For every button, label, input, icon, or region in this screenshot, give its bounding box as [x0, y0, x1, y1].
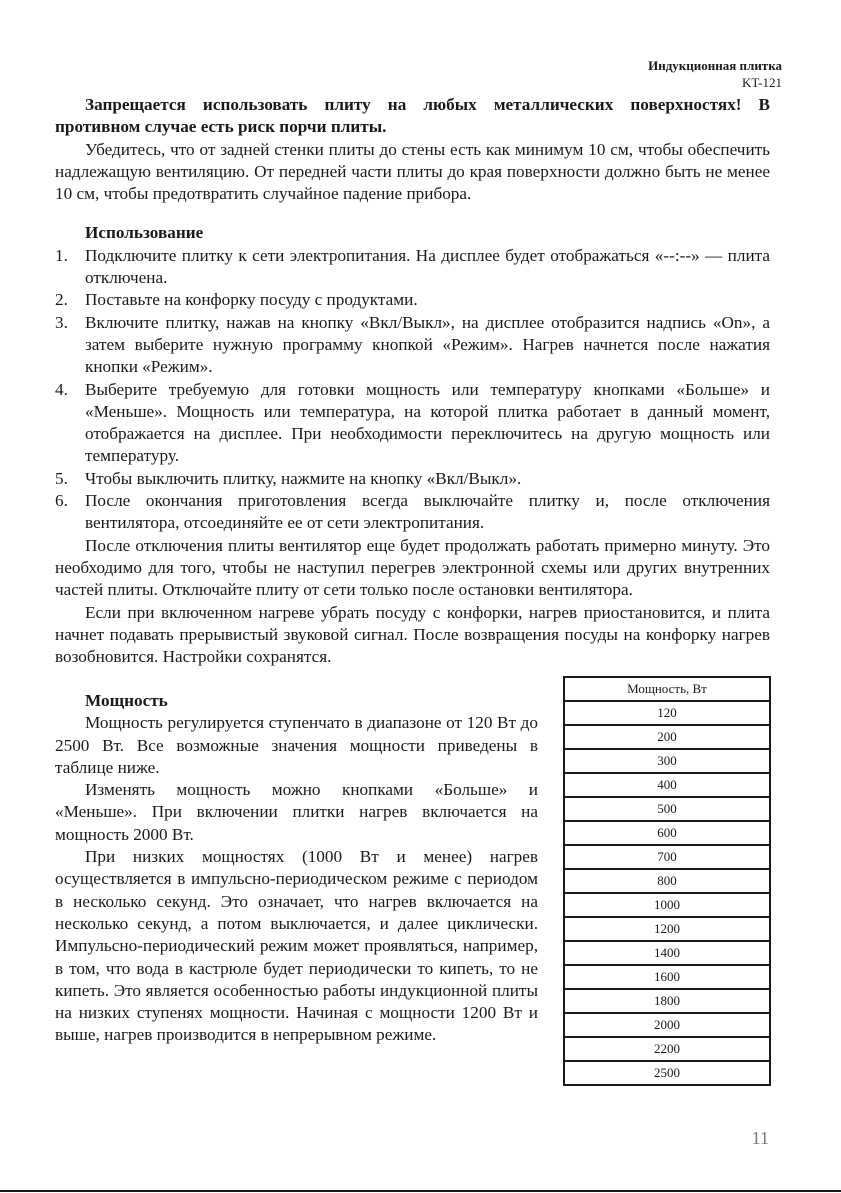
table-row — [564, 797, 770, 821]
page-header — [648, 57, 782, 91]
usage-step — [55, 312, 770, 379]
step-text: Подключите плитку к сети электропитания. На дисплее будет отображаться «--:--» — плита отключена. — [85, 245, 770, 288]
table-row — [564, 845, 770, 869]
step-number: 6. — [55, 491, 68, 511]
step-number: 2. — [55, 290, 68, 310]
power-value-cell: 2000 — [564, 1013, 770, 1037]
model-number: KT-121 — [742, 75, 782, 90]
step-number: 4. — [55, 379, 68, 399]
table-header-row — [564, 677, 770, 701]
usage-heading: Использование — [85, 223, 204, 243]
power-value-cell: 600 — [564, 821, 770, 845]
table-row — [564, 1013, 770, 1037]
table-row — [564, 725, 770, 749]
table-row — [564, 989, 770, 1013]
step-number: 3. — [55, 312, 68, 332]
table-row — [564, 701, 770, 725]
power-value-cell: 1200 — [564, 917, 770, 941]
table-row — [564, 893, 770, 917]
table-row — [564, 869, 770, 893]
ventilation-note: Убедитесь, что от задней стенки плиты до стены есть как минимум 10 см, чтобы обеспечить надлежащую вентиляцию. От передней части плиты до края поверхности должно быть не менее 10 см, чтобы предотвратить случайное падение прибора. — [55, 139, 770, 204]
power-section — [55, 690, 538, 1047]
power-value-cell: 1600 — [564, 965, 770, 989]
step-text: Чтобы выключить плитку, нажмите на кнопку «Вкл/Выкл». — [85, 468, 522, 488]
power-value-cell: 500 — [564, 797, 770, 821]
step-number: 5. — [55, 468, 68, 488]
fan-note: После отключения плиты вентилятор еще будет продолжать работать примерно минуту. Это необходимо для того, чтобы не наступил перегрев электронной схемы или других внутренних частей плиты. Отключайте плиту от сети только после остановки вентилятора. — [55, 535, 770, 600]
power-heading: Мощность — [85, 691, 168, 710]
power-value-cell: 400 — [564, 773, 770, 797]
table-row — [564, 773, 770, 797]
table-row — [564, 821, 770, 845]
usage-step — [55, 245, 770, 290]
table-row — [564, 917, 770, 941]
power-paragraph: При низких мощностях (1000 Вт и менее) нагрев осуществляется в импульсно-периодическом режиме с периодом в несколько секунд. Это означает, что нагрев включается на несколько секунд, а потом выключается, и далее циклически. Импульсно-периодический режим может проявляться, например, в том, что вода в кастрюле будет периодически то кипеть, то не кипеть. Это является особенностью работы индукционной плиты на низких ступенях мощности. Начиная с мощности 1200 Вт и выше, нагрев производится в непрерывном режиме. — [55, 847, 538, 1045]
power-paragraph: Изменять мощность можно кнопками «Больше» и «Меньше». При включении плитки нагрев включается на мощность 2000 Вт. — [55, 780, 538, 844]
power-value-cell: 1400 — [564, 941, 770, 965]
metal-surface-warning: Запрещается использовать плиту на любых металлических поверхностях! В противном случае есть риск порчи плиты. — [55, 95, 770, 137]
step-number: 1. — [55, 245, 68, 265]
power-value-cell: 300 — [564, 749, 770, 773]
power-value-cell: 700 — [564, 845, 770, 869]
bottom-divider — [0, 1190, 841, 1192]
step-text: Поставьте на конфорку посуду с продуктами. — [85, 290, 418, 310]
table-row — [564, 749, 770, 773]
power-value-cell: 800 — [564, 869, 770, 893]
step-text: Включите плитку, нажав на кнопку «Вкл/Выкл», на дисплее отобразится надпись «On», а затем выберите нужную программу кнопкой «Режим». Нагрев начнется после нажатия кнопки «Режим». — [85, 312, 770, 377]
table-row — [564, 965, 770, 989]
table-header-cell: Мощность, Вт — [564, 677, 770, 701]
usage-step — [55, 490, 770, 535]
usage-step — [55, 379, 770, 468]
usage-step — [55, 468, 770, 490]
power-value-cell: 120 — [564, 701, 770, 725]
power-value-cell: 1800 — [564, 989, 770, 1013]
power-value-cell: 2200 — [564, 1037, 770, 1061]
step-text: Выберите требуемую для готовки мощность или температуру кнопками «Больше» и «Меньше». Мощность или температура, на которой плитка работает в данный момент, отображается на дисплее. При необходимости переключитесь на другую мощность или температуру. — [85, 379, 770, 466]
table-row — [564, 941, 770, 965]
usage-step — [55, 289, 770, 311]
step-text: После окончания приготовления всегда выключайте плитку и, после отключения вентилятора, отсоединяйте ее от сети электропитания. — [85, 491, 770, 533]
cookware-removal-note: Если при включенном нагреве убрать посуду с конфорки, нагрев приостановится, и плита начнет подавать прерывистый звуковой сигнал. После возвращения посуды на конфорку нагрев возобновится. Настройки сохранятся. — [55, 602, 770, 667]
power-value-cell: 200 — [564, 725, 770, 749]
usage-steps-list — [55, 245, 770, 535]
table-row — [564, 1037, 770, 1061]
page-number: 11 — [751, 1128, 769, 1148]
power-paragraph: Мощность регулируется ступенчато в диапазоне от 120 Вт до 2500 Вт. Все возможные значения мощности приведены в таблице ниже. — [55, 713, 538, 777]
main-content — [55, 94, 770, 668]
document-title: Индукционная плитка — [648, 58, 782, 73]
power-value-cell: 2500 — [564, 1061, 770, 1085]
power-levels-table — [563, 676, 771, 1086]
power-value-cell: 1000 — [564, 893, 770, 917]
table-row — [564, 1061, 770, 1085]
